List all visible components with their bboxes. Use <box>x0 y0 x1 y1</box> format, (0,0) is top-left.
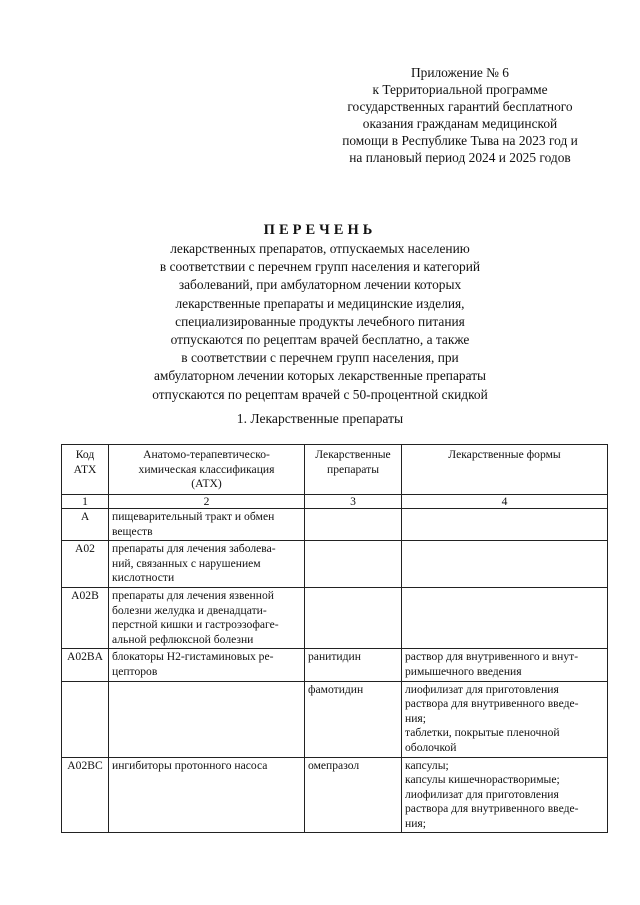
appendix-line: Приложение № 6 <box>410 65 510 80</box>
header-text: (АТХ) <box>191 477 222 491</box>
drug-forms <box>402 649 608 681</box>
form-line: римышечного введения <box>405 664 522 678</box>
table-row <box>62 541 608 588</box>
classification-line: препараты для лечения язвенной <box>112 588 274 602</box>
form-line: лиофилизат для приготовления <box>405 787 559 801</box>
drug-name <box>305 509 402 541</box>
classification-line: блокаторы H2-гистаминовых ре- <box>112 650 274 664</box>
column-number: 1 <box>62 495 109 509</box>
form-line: ния; <box>405 711 426 725</box>
column-number: 2 <box>109 495 305 509</box>
classification-line: альной рефлюксной болезни <box>112 632 254 646</box>
classification-line: пищеварительный тракт и обмен <box>112 510 275 523</box>
classification-line: кислотности <box>112 571 175 585</box>
form-line: лиофилизат для приготовления <box>405 682 559 696</box>
atx-code: A02BA <box>62 649 109 681</box>
column-numbers-row <box>62 495 608 509</box>
drug-forms <box>402 757 608 833</box>
drug-name: фамотидин <box>305 681 402 757</box>
form-line: таблетки, покрытые пленочной <box>405 726 560 740</box>
classification-line: ингибиторы протонного насоса <box>112 758 268 772</box>
drug-forms <box>402 681 608 757</box>
atx-classification <box>109 681 305 757</box>
drug-table <box>61 444 608 833</box>
appendix-line: помощи в Республике Тыва на 2023 год и <box>342 133 578 148</box>
table-row <box>62 681 608 757</box>
atx-code: A02BC <box>62 757 109 833</box>
table-row <box>62 587 608 648</box>
document-subtitle <box>0 240 640 404</box>
atx-classification <box>109 587 305 648</box>
header-drugs <box>305 445 402 495</box>
atx-code <box>62 681 109 757</box>
appendix-line: на плановый период 2024 и 2025 годов <box>349 150 571 165</box>
atx-classification <box>109 757 305 833</box>
drug-name: ранитидин <box>305 649 402 681</box>
subtitle-line: в соответствии с перечнем групп населения, при <box>181 350 459 366</box>
atx-classification <box>109 509 305 541</box>
header-text: Код <box>75 448 95 461</box>
drug-name <box>305 541 402 588</box>
classification-line: болезни желудка и двенадцати- <box>112 603 267 617</box>
form-line: раствора для внутривенного введе- <box>405 697 579 711</box>
classification-line: препараты для лечения заболева- <box>112 542 276 556</box>
classification-line: перстной кишки и гастроэзофаге- <box>112 618 279 632</box>
atx-code: A02 <box>62 541 109 588</box>
header-text: Анатомо-терапевтическо- <box>143 448 270 461</box>
table-row <box>62 509 608 541</box>
atx-code: A02B <box>62 587 109 648</box>
table-row <box>62 649 608 681</box>
atx-code: A <box>62 509 109 541</box>
drug-forms <box>402 587 608 648</box>
atx-classification <box>109 541 305 588</box>
header-text: Лекарственные <box>315 448 391 461</box>
table-row <box>62 757 608 833</box>
table-header-row <box>62 445 608 495</box>
subtitle-line: отпускаются по рецептам врачей бесплатно, а также <box>170 332 470 348</box>
appendix-block <box>300 64 620 166</box>
drug-forms <box>402 541 608 588</box>
drug-name: омепразол <box>305 757 402 833</box>
drug-forms <box>402 509 608 541</box>
header-text: Лекарственные формы <box>448 448 561 461</box>
classification-line: ний, связанных с нарушением <box>112 556 261 570</box>
form-line: капсулы кишечнорастворимые; <box>405 773 560 787</box>
header-text: химическая классификация <box>138 462 275 476</box>
form-line: капсулы; <box>405 758 449 772</box>
form-line: оболочкой <box>405 740 457 754</box>
subtitle-line: в соответствии с перечнем групп населения и категорий <box>159 259 481 275</box>
subtitle-line: отпускаются по рецептам врачей с 50-процентной скидкой <box>152 386 488 402</box>
header-text: АТХ <box>73 462 97 476</box>
drug-name <box>305 587 402 648</box>
form-line: раствор для внутривенного и внут- <box>405 650 579 664</box>
classification-line: веществ <box>112 524 153 538</box>
subtitle-line: лекарственных препаратов, отпускаемых населению <box>170 241 470 256</box>
classification-line: цепторов <box>112 664 158 678</box>
atx-classification <box>109 649 305 681</box>
appendix-line: государственных гарантий бесплатного <box>347 99 573 114</box>
header-code <box>62 445 109 495</box>
document-title: ПЕРЕЧЕНЬ <box>263 222 377 238</box>
appendix-line: к Территориальной программе <box>372 82 548 97</box>
subtitle-line: лекарственные препараты и медицинские изделия, <box>175 295 465 311</box>
form-line: ния; <box>405 816 426 830</box>
column-number: 3 <box>305 495 402 509</box>
subtitle-line: амбулаторном лечении которых лекарственные препараты <box>153 368 487 384</box>
subtitle-line: заболеваний, при амбулаторном лечении которых <box>178 277 462 293</box>
section-title: 1. Лекарственные препараты <box>236 411 404 426</box>
form-line: раствора для внутривенного введе- <box>405 802 579 816</box>
subtitle-line: специализированные продукты лечебного питания <box>175 313 465 329</box>
header-text: препараты <box>327 462 379 476</box>
header-classification <box>109 445 305 495</box>
header-forms <box>402 445 608 495</box>
column-number: 4 <box>402 495 608 509</box>
appendix-line: оказания гражданам медицинской <box>362 116 558 131</box>
